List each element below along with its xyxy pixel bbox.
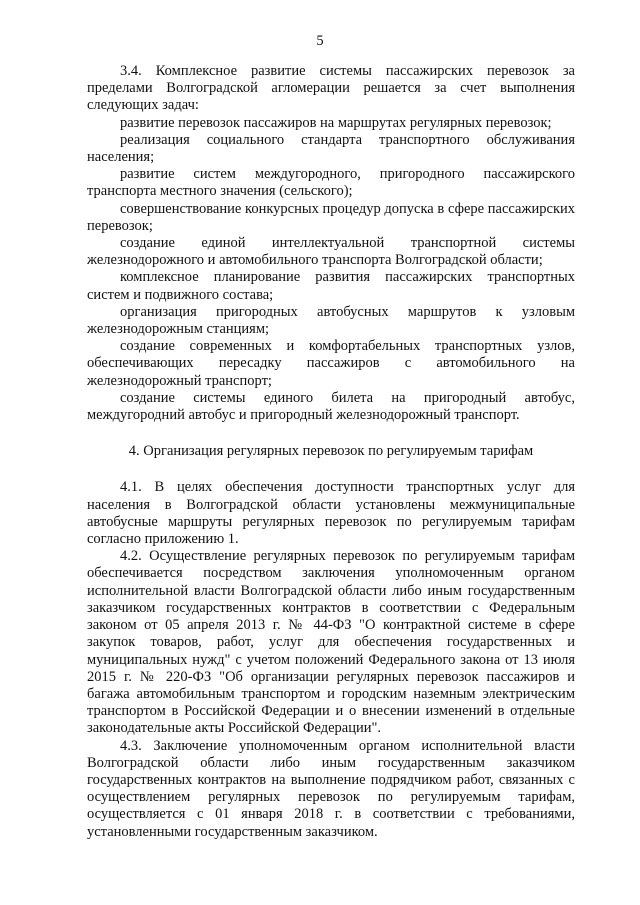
task-item: организация пригородных автобусных маршрутов к узловым железнодорожным станциям; xyxy=(87,303,575,338)
page-number: 5 xyxy=(316,33,324,49)
task-item: комплексное планирование развития пассажирских транспортных систем и подвижного состава; xyxy=(87,269,575,303)
task-item: совершенствование конкурсных процедур допуска в сфере пассажирских перевозок; xyxy=(87,200,575,234)
paragraph-4-2: 4.2. Осуществление регулярных перевозок по регулируемым тарифам обеспечивается посредством заключения уполномоченным органом исполнительной власти Волгоградской области либо иным государственным заказчиком государственных контрактов в соответствии с Федеральным законом от 05 апреля 2013 г. № 44-ФЗ "О контрактной системе в сфере закупок товаров, работ, услуг для обеспечения государственных и муниципальных нужд" с учетом положений Федерального закона от 13 июля 2015 г. № 220-ФЗ "Об организации регулярных перевозок пассажиров и багажа автомобильным транспортом и городским наземным электрическим транспортом в Российской Федерации и о внесении изменений в отдельные законодательные акты Российской Федерации". xyxy=(87,548,575,737)
task-item: создание системы единого билета на пригородный автобус, междугородний автобус и пригородный железнодорожный транспорт. xyxy=(87,389,575,424)
paragraph-4-1: 4.1. В целях обеспечения доступности транспортных услуг для населения в Волгоградской области установлены межмуниципальные автобусные маршруты регулярных перевозок по регулируемым тарифам согласно приложению 1. xyxy=(87,479,575,548)
section-4-heading: 4. Организация регулярных перевозок по регулируемым тарифам xyxy=(128,443,534,460)
task-item: реализация социального стандарта транспортного обслуживания населения; xyxy=(87,131,575,166)
section-3-4-intro: 3.4. Комплексное развитие системы пассажирских перевозок за пределами Волгоградской агломерации решается за счет выполнения следующих задач: xyxy=(87,63,575,114)
paragraph-4-3: 4.3. Заключение уполномоченным органом исполнительной власти Волгоградской области либо иным государственным заказчиком государственных контрактов на выполнение подрядчиком работ, связанных с осуществлением регулярных перевозок по регулируемым тарифам, осуществляется с 01 января 2018 г. в соответствии с требованиями, установленными государственным заказчиком. xyxy=(87,737,575,840)
document-body xyxy=(87,63,575,841)
task-item: создание единой интеллектуальной транспортной системы железнодорожного и автомобильного транспорта Волгоградской области; xyxy=(87,235,575,269)
task-item: развитие перевозок пассажиров на маршрутах регулярных перевозок; xyxy=(120,114,552,131)
task-item: развитие систем междугородного, пригородного пассажирского транспорта местного значения (сельского); xyxy=(87,166,575,200)
task-item: создание современных и комфортабельных транспортных узлов, обеспечивающих пересадку пассажиров с автомобильного на железнодорожный транспорт; xyxy=(87,338,575,389)
